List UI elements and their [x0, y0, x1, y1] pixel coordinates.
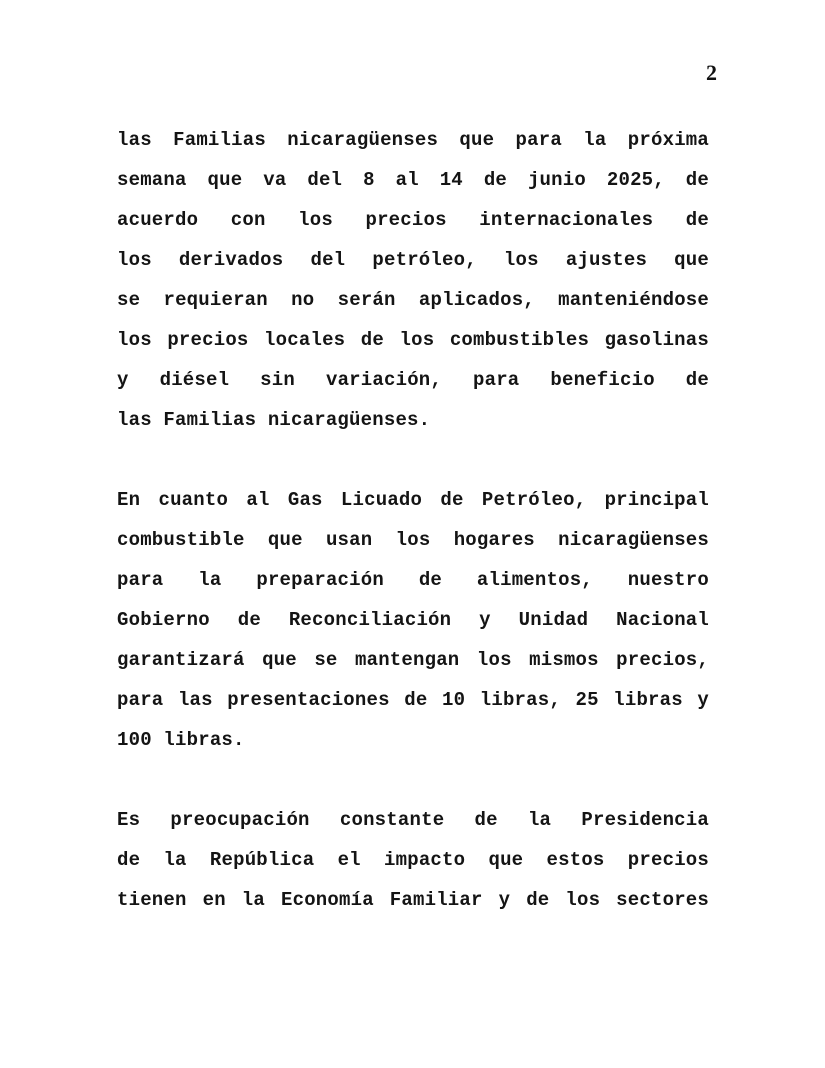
text-line: Es preocupación constante de la Presidencia [117, 809, 709, 831]
text-line: para la preparación de alimentos, nuestro [117, 569, 709, 591]
text-line: Gobierno de Reconciliación y Unidad Nacional [117, 609, 709, 631]
text-line: En cuanto al Gas Licuado de Petróleo, principal [117, 489, 709, 511]
text-line: y diésel sin variación, para beneficio de [117, 369, 709, 391]
text-line: 100 libras. [117, 729, 245, 751]
page-number: 2 [706, 60, 717, 85]
text-line: combustible que usan los hogares nicaragüenses [117, 529, 709, 551]
text-line: acuerdo con los precios internacionales de [117, 209, 709, 231]
text-line: para las presentaciones de 10 libras, 25 libras y [117, 689, 709, 711]
text-line: los precios locales de los combustibles gasolinas [117, 329, 709, 351]
paragraph [117, 120, 709, 440]
text-line: de la República el impacto que estos precios [117, 849, 709, 871]
paragraph [117, 800, 709, 920]
text-line: se requieran no serán aplicados, manteniéndose [117, 289, 709, 311]
text-line: las Familias nicaragüenses. [117, 409, 431, 431]
text-line: tienen en la Economía Familiar y de los sectores [117, 889, 709, 911]
paragraph [117, 480, 709, 760]
document-body [117, 120, 709, 960]
text-line: semana que va del 8 al 14 de junio 2025, de [117, 169, 709, 191]
text-line: las Familias nicaragüenses que para la próxima [117, 129, 709, 151]
text-line: garantizará que se mantengan los mismos precios, [117, 649, 709, 671]
text-line: los derivados del petróleo, los ajustes que [117, 249, 709, 271]
